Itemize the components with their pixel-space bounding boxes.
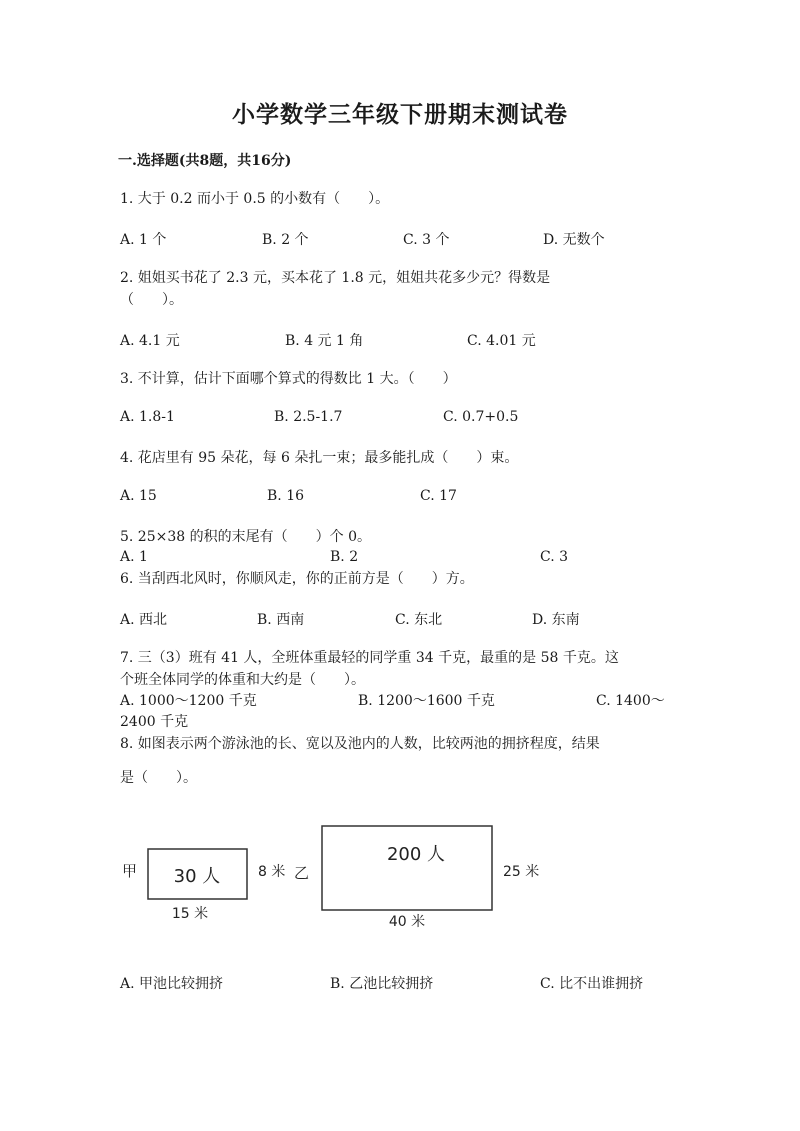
question-4-option-b[interactable]: B. 16: [267, 488, 305, 504]
question-8-option-c[interactable]: C. 比不出谁拥挤: [540, 976, 644, 992]
question-7-stem-line1: 7. 三（3）班有 41 人，全班体重最轻的同学重 34 千克，最重的是 58 千克。这: [120, 650, 619, 666]
question-3-option-c[interactable]: C. 0.7+0.5: [443, 409, 519, 425]
question-6-option-d[interactable]: D. 东南: [532, 612, 580, 628]
question-2-stem-line2: （ ）。: [120, 292, 183, 308]
question-1-option-c[interactable]: C. 3 个: [403, 232, 450, 248]
question-7-option-a[interactable]: A. 1000～1200 千克: [120, 693, 257, 709]
question-5-option-b[interactable]: B. 2: [330, 549, 359, 565]
question-8-stem-line2: 是（ ）。: [120, 770, 197, 786]
pool-b-name: 乙: [294, 864, 310, 882]
question-5-option-a[interactable]: A. 1: [120, 549, 148, 565]
question-7-option-c-wrap: 2400 千克: [120, 714, 189, 730]
pool-b-width: 25 米: [503, 864, 540, 880]
question-4-option-c[interactable]: C. 17: [420, 488, 457, 504]
question-6-option-a[interactable]: A. 西北: [120, 612, 168, 628]
pool-a-people: 30 人: [173, 866, 221, 887]
question-1-option-a[interactable]: A. 1 个: [120, 232, 167, 248]
question-2-option-c[interactable]: C. 4.01 元: [467, 333, 536, 349]
question-3-option-b[interactable]: B. 2.5-1.7: [274, 409, 343, 425]
question-6-option-c[interactable]: C. 东北: [395, 612, 443, 628]
question-3-option-a[interactable]: A. 1.8-1: [120, 409, 175, 425]
question-8-option-b[interactable]: B. 乙池比较拥挤: [330, 976, 434, 992]
question-5-option-c[interactable]: C. 3: [540, 549, 569, 565]
question-3-stem: 3. 不计算，估计下面哪个算式的得数比 1 大。（ ）: [120, 371, 457, 387]
question-2-stem-line1: 2. 姐姐买书花了 2.3 元，买本花了 1.8 元，姐姐共花多少元？得数是: [120, 270, 551, 286]
pool-b-length: 40 米: [388, 914, 426, 930]
question-8-option-a[interactable]: A. 甲池比较拥挤: [120, 976, 224, 992]
question-4-stem: 4. 花店里有 95 朵花，每 6 朵扎一束；最多能扎成（ ）束。: [120, 450, 519, 466]
question-5-stem: 5. 25×38 的积的末尾有（ ）个 0。: [120, 529, 371, 545]
question-7-stem-line2: 个班全体同学的体重和大约是（ ）。: [120, 672, 365, 688]
pool-a-length: 15 米: [171, 906, 209, 922]
question-1-option-d[interactable]: D. 无数个: [543, 232, 605, 248]
question-6-option-b[interactable]: B. 西南: [257, 612, 305, 628]
question-4-option-a[interactable]: A. 15: [120, 488, 157, 504]
page-title: 小学数学三年级下册期末测试卷: [232, 101, 568, 128]
question-1-option-b[interactable]: B. 2 个: [262, 232, 309, 248]
section-heading: 一.选择题(共8题，共16分): [118, 153, 292, 169]
pool-a-width: 8 米: [258, 864, 286, 880]
question-2-option-a[interactable]: A. 4.1 元: [120, 333, 180, 349]
pool-b-people: 200 人: [386, 844, 446, 865]
question-1-stem: 1. 大于 0.2 而小于 0.5 的小数有（ ）。: [120, 191, 390, 207]
pool-a-name: 甲: [122, 862, 138, 880]
question-7-option-c[interactable]: C. 1400～: [596, 693, 665, 709]
pool-b-rect: [322, 826, 492, 910]
question-6-stem: 6. 当刮西北风时，你顺风走，你的正前方是（ ）方。: [120, 571, 474, 587]
question-7-option-b[interactable]: B. 1200～1600 千克: [358, 693, 495, 709]
question-2-option-b[interactable]: B. 4 元 1 角: [285, 333, 364, 349]
question-8-stem-line1: 8. 如图表示两个游泳池的长、宽以及池内的人数，比较两池的拥挤程度，结果: [120, 736, 600, 752]
